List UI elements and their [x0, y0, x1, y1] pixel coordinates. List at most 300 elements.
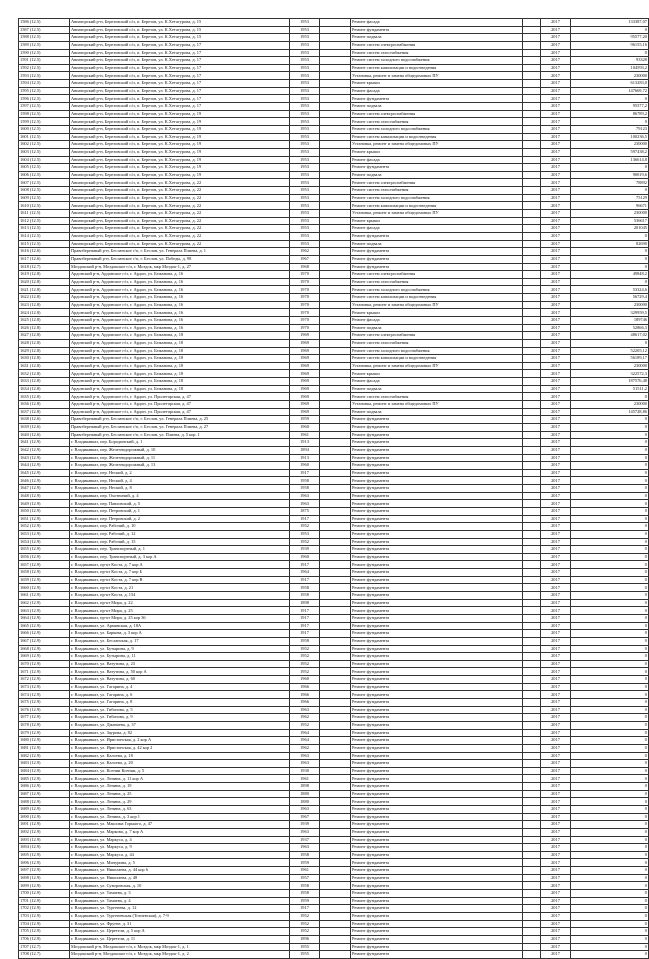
blank-cell — [320, 775, 351, 783]
plan-year-cell: 2017 — [541, 668, 571, 676]
blank-cell — [320, 530, 351, 538]
blank-cell — [523, 454, 541, 462]
address-cell: Авиаторский р-н, Березовский с/п, п. Березов, ул. К.Хетагурова, д. 19 — [70, 148, 290, 156]
address-cell: г. Владикавказ, ул. Заурова, д. 82 — [70, 729, 290, 737]
plan-year-cell: 2017 — [541, 148, 571, 156]
table-row — [19, 592, 649, 600]
row-number-cell: 1629 (12.8) — [19, 347, 70, 355]
blank-cell — [523, 935, 541, 943]
row-number-cell: 1656 (12.9) — [19, 553, 70, 561]
blank-cell — [320, 683, 351, 691]
blank-cell — [320, 783, 351, 791]
blank-cell — [523, 485, 541, 493]
year-built-cell: 1969 — [290, 339, 320, 347]
work-type-cell: Ремонт фундамента — [351, 614, 523, 622]
plan-year-cell: 2017 — [541, 370, 571, 378]
amount-cell: 0 — [571, 49, 649, 57]
row-number-cell: 1683 (12.9) — [19, 760, 70, 768]
blank-cell — [320, 393, 351, 401]
blank-cell — [523, 141, 541, 149]
plan-year-cell: 2017 — [541, 19, 571, 27]
blank-cell — [523, 859, 541, 867]
table-row — [19, 431, 649, 439]
plan-year-cell: 2017 — [541, 110, 571, 118]
row-number-cell: 1611 (12.5) — [19, 210, 70, 218]
amount-cell: 0 — [571, 339, 649, 347]
row-number-cell: 1672 (12.9) — [19, 676, 70, 684]
amount-cell: 75129 — [571, 194, 649, 202]
work-type-cell: Ремонт фундамента — [351, 752, 523, 760]
blank-cell — [523, 546, 541, 554]
year-built-cell: 1875 — [290, 508, 320, 516]
plan-year-cell: 2017 — [541, 890, 571, 898]
work-type-cell: Ремонт фундамента — [351, 920, 523, 928]
plan-year-cell: 2017 — [541, 255, 571, 263]
work-type-cell: Ремонт фундамента — [351, 660, 523, 668]
table-row — [19, 676, 649, 684]
blank-cell — [320, 614, 351, 622]
address-cell: г. Владикавказ, пр-кт Коста, д. 7 кор А — [70, 561, 290, 569]
amount-cell: 0 — [571, 584, 649, 592]
address-cell: Авиаторский р-н, Березовский с/п, п. Березов, ул. К.Хетагурова, д. 19 — [70, 118, 290, 126]
table-row — [19, 553, 649, 561]
year-built-cell: 1898 — [290, 783, 320, 791]
plan-year-cell: 2017 — [541, 836, 571, 844]
table-row — [19, 874, 649, 882]
blank-cell — [320, 57, 351, 65]
year-built-cell: 1962 — [290, 744, 320, 752]
plan-year-cell: 2017 — [541, 462, 571, 470]
table-row — [19, 416, 649, 424]
year-built-cell: 1917 — [290, 576, 320, 584]
plan-year-cell: 2017 — [541, 416, 571, 424]
row-number-cell: 1607 (12.5) — [19, 179, 70, 187]
year-built-cell: 1969 — [290, 347, 320, 355]
address-cell: Авиаторский р-н, Березовский с/п, п. Березов, ул. К.Хетагурова, д. 19 — [70, 133, 290, 141]
blank-cell — [320, 630, 351, 638]
blank-cell — [523, 202, 541, 210]
work-type-cell: Ремонт фундамента — [351, 775, 523, 783]
work-type-cell: Ремонт фундамента — [351, 836, 523, 844]
blank-cell — [320, 347, 351, 355]
work-type-cell: Ремонт подвала — [351, 385, 523, 393]
blank-cell — [320, 920, 351, 928]
year-built-cell: 1961 — [290, 431, 320, 439]
row-number-cell: 1640 (12.6) — [19, 431, 70, 439]
year-built-cell: 1953 — [290, 187, 320, 195]
blank-cell — [320, 64, 351, 72]
year-built-cell: 1952 — [290, 912, 320, 920]
year-built-cell: 1880 — [290, 798, 320, 806]
row-number-cell: 1665 (12.9) — [19, 622, 70, 630]
row-number-cell: 1613 (12.5) — [19, 225, 70, 233]
blank-cell — [320, 813, 351, 821]
address-cell: г. Владикавказ, ул. Тургеневская (Тотиевская), д. 7-9 — [70, 912, 290, 920]
plan-year-cell: 2017 — [541, 179, 571, 187]
plan-year-cell: 2017 — [541, 133, 571, 141]
blank-cell — [523, 232, 541, 240]
plan-year-cell: 2017 — [541, 164, 571, 172]
row-number-cell: 1594 (12.5) — [19, 80, 70, 88]
row-number-cell: 1707 (12.7) — [19, 943, 70, 951]
address-cell: Авиаторский р-н, Березовский с/п, п. Березов, ул. К.Хетагурова, д. 17 — [70, 41, 290, 49]
blank-cell — [320, 523, 351, 531]
address-cell: г. Владикавказ, пер. Рабочий, д. 15 — [70, 538, 290, 546]
amount-cell: 536617 — [571, 217, 649, 225]
blank-cell — [320, 584, 351, 592]
blank-cell — [320, 897, 351, 905]
row-number-cell: 1615 (12.5) — [19, 240, 70, 248]
amount-cell: 0 — [571, 485, 649, 493]
table-row — [19, 423, 649, 431]
amount-cell: 0 — [571, 255, 649, 263]
blank-cell — [523, 210, 541, 218]
address-cell: г. Владикавказ, ул. Николаева, д. 48 — [70, 874, 290, 882]
blank-cell — [523, 821, 541, 829]
work-type-cell: Ремонт фундамента — [351, 263, 523, 271]
year-built-cell: 1913 — [290, 439, 320, 447]
row-number-cell: 1668 (12.9) — [19, 645, 70, 653]
work-type-cell: Ремонт систем электроснабжения — [351, 41, 523, 49]
blank-cell — [320, 179, 351, 187]
year-built-cell: 1917 — [290, 905, 320, 913]
table-row — [19, 294, 649, 302]
work-type-cell: Ремонт фундамента — [351, 508, 523, 516]
table-row — [19, 828, 649, 836]
work-type-cell: Ремонт фундамента — [351, 630, 523, 638]
blank-cell — [523, 401, 541, 409]
amount-cell: 0 — [571, 637, 649, 645]
address-cell: Моздокский р-н, Моздокское г/п, г. Моздок, мкр Моздок-1, д. 1 — [70, 943, 290, 951]
amount-cell: 0 — [571, 592, 649, 600]
amount-cell: 0 — [571, 935, 649, 943]
work-type-cell: Ремонт систем электроснабжения — [351, 110, 523, 118]
address-cell: г. Владикавказ, пр-кт Мира, д. 25 кор 36 — [70, 614, 290, 622]
year-built-cell: 1963 — [290, 492, 320, 500]
plan-year-cell: 2017 — [541, 523, 571, 531]
row-number-cell: 1630 (12.8) — [19, 355, 70, 363]
amount-cell: 56729,4 — [571, 294, 649, 302]
row-number-cell: 1697 (12.9) — [19, 867, 70, 875]
blank-cell — [523, 248, 541, 256]
table-row — [19, 721, 649, 729]
table-row — [19, 133, 649, 141]
table-row — [19, 767, 649, 775]
address-cell: г. Владикавказ, ул. Баркова, д. 3 кор А — [70, 630, 290, 638]
plan-year-cell: 2017 — [541, 232, 571, 240]
blank-cell — [320, 316, 351, 324]
address-cell: г. Владикавказ, пр-кт Мира, д. 22 — [70, 599, 290, 607]
blank-cell — [523, 905, 541, 913]
row-number-cell: 1589 (12.5) — [19, 41, 70, 49]
work-type-cell: Ремонт систем газоснабжения — [351, 393, 523, 401]
amount-cell: 0 — [571, 943, 649, 951]
blank-cell — [523, 668, 541, 676]
plan-year-cell: 2017 — [541, 217, 571, 225]
table-row — [19, 890, 649, 898]
year-built-cell: 1955 — [290, 951, 320, 959]
plan-year-cell: 2017 — [541, 118, 571, 126]
work-type-cell: Ремонт систем холодного водоснабжения — [351, 286, 523, 294]
amount-cell: 0 — [571, 890, 649, 898]
table-row — [19, 26, 649, 34]
work-type-cell: Ремонт подвала — [351, 324, 523, 332]
plan-year-cell: 2017 — [541, 393, 571, 401]
year-built-cell: 1969 — [290, 401, 320, 409]
work-type-cell: Ремонт фундамента — [351, 584, 523, 592]
address-cell: Авиаторский р-н, Березовский с/п, п. Березов, ул. К.Хетагурова, д. 22 — [70, 232, 290, 240]
blank-cell — [523, 890, 541, 898]
address-cell: г. Владикавказ, пр-кт Коста, д. 21 — [70, 584, 290, 592]
year-built-cell: 1962 — [290, 714, 320, 722]
year-built-cell: 1953 — [290, 232, 320, 240]
table-row — [19, 194, 649, 202]
work-type-cell: Ремонт фундамента — [351, 851, 523, 859]
year-built-cell: 1953 — [290, 110, 320, 118]
table-row — [19, 607, 649, 615]
blank-cell — [320, 118, 351, 126]
work-type-cell: Ремонт фундамента — [351, 446, 523, 454]
table-row — [19, 653, 649, 661]
blank-cell — [320, 401, 351, 409]
row-number-cell: 1663 (12.9) — [19, 607, 70, 615]
plan-year-cell: 2017 — [541, 592, 571, 600]
amount-cell: 0 — [571, 706, 649, 714]
blank-cell — [523, 271, 541, 279]
work-type-cell: Ремонт фундамента — [351, 699, 523, 707]
table-row — [19, 362, 649, 370]
amount-cell: 56189,17 — [571, 355, 649, 363]
row-number-cell: 1608 (12.5) — [19, 187, 70, 195]
table-row — [19, 805, 649, 813]
blank-cell — [320, 660, 351, 668]
blank-cell — [523, 752, 541, 760]
blank-cell — [523, 561, 541, 569]
table-row — [19, 148, 649, 156]
address-cell: Авиаторский р-н, Березовский с/п, п. Березов, ул. К.Хетагурова, д. 19 — [70, 110, 290, 118]
address-cell: г. Владикавказ, ул. Тамаева, д. 4 — [70, 897, 290, 905]
blank-cell — [320, 836, 351, 844]
row-number-cell: 1639 (12.6) — [19, 423, 70, 431]
work-type-cell: Ремонт фундамента — [351, 813, 523, 821]
work-type-cell: Установка, ремонт и замена общедомовых ПУ — [351, 401, 523, 409]
blank-cell — [320, 202, 351, 210]
row-number-cell: 1699 (12.9) — [19, 882, 70, 890]
blank-cell — [320, 592, 351, 600]
work-type-cell: Ремонт систем холодного водоснабжения — [351, 347, 523, 355]
blank-cell — [523, 530, 541, 538]
blank-cell — [320, 26, 351, 34]
work-type-cell: Ремонт фундамента — [351, 546, 523, 554]
row-number-cell: 1703 (12.9) — [19, 912, 70, 920]
table-row — [19, 530, 649, 538]
table-row — [19, 500, 649, 508]
year-built-cell: 1953 — [290, 171, 320, 179]
plan-year-cell: 2017 — [541, 309, 571, 317]
plan-year-cell: 2017 — [541, 630, 571, 638]
blank-cell — [320, 844, 351, 852]
year-built-cell: 1880 — [290, 790, 320, 798]
blank-cell — [523, 225, 541, 233]
plan-year-cell: 2017 — [541, 286, 571, 294]
blank-cell — [523, 867, 541, 875]
blank-cell — [523, 87, 541, 95]
blank-cell — [320, 370, 351, 378]
plan-year-cell: 2017 — [541, 660, 571, 668]
plan-year-cell: 2017 — [541, 859, 571, 867]
amount-cell: 0 — [571, 867, 649, 875]
amount-cell: 93328 — [571, 57, 649, 65]
work-type-cell: Ремонт фундамента — [351, 676, 523, 684]
table-row — [19, 813, 649, 821]
year-built-cell: 1958 — [290, 477, 320, 485]
row-number-cell: 1647 (12.9) — [19, 485, 70, 493]
amount-cell: 0 — [571, 164, 649, 172]
work-type-cell: Ремонт фундамента — [351, 729, 523, 737]
blank-cell — [523, 538, 541, 546]
amount-cell: 0 — [571, 538, 649, 546]
address-cell: г. Владикавказ, пр-кт Мира, д. 25 — [70, 607, 290, 615]
work-type-cell: Установка, ремонт и замена общедомовых ПУ — [351, 210, 523, 218]
amount-cell: 0 — [571, 500, 649, 508]
table-row — [19, 393, 649, 401]
address-cell: Авиаторский р-н, Березовский с/п, п. Березов, ул. К.Хетагурова, д. 22 — [70, 217, 290, 225]
row-number-cell: 1632 (12.8) — [19, 370, 70, 378]
table-row — [19, 844, 649, 852]
address-cell: Ардонский р-н, Ардонское г/п, г. Ардон, ул. Пролетарская, д. 47 — [70, 401, 290, 409]
address-cell: Ардонский р-н, Ардонское г/п, г. Ардон, ул. Бежанова, д. 18 — [70, 355, 290, 363]
address-cell: г. Владикавказ, ул. Ксении Ксении, д. 5 — [70, 767, 290, 775]
work-type-cell: Ремонт подвала — [351, 240, 523, 248]
blank-cell — [320, 912, 351, 920]
blank-cell — [320, 637, 351, 645]
table-row — [19, 897, 649, 905]
row-number-cell: 1618 (12.7) — [19, 263, 70, 271]
plan-year-cell: 2017 — [541, 607, 571, 615]
blank-cell — [320, 95, 351, 103]
address-cell: Авиаторский р-н, Березовский с/п, п. Березов, ул. К.Хетагурова, д. 22 — [70, 225, 290, 233]
address-cell: Ардонский р-н, Ардонское г/п, г. Ардон, ул. Бежанова, д. 16 — [70, 301, 290, 309]
address-cell: Авиаторский р-н, Березовский с/п, п. Березов, ул. К.Хетагурова, д. 17 — [70, 103, 290, 111]
blank-cell — [523, 26, 541, 34]
year-built-cell: 1952 — [290, 645, 320, 653]
address-cell: г. Владикавказ, ул. Ватутина, д. 60 — [70, 676, 290, 684]
table-row — [19, 691, 649, 699]
year-built-cell: 1970 — [290, 309, 320, 317]
plan-year-cell: 2017 — [541, 760, 571, 768]
year-built-cell: 1953 — [290, 179, 320, 187]
table-row — [19, 637, 649, 645]
row-number-cell: 1634 (12.8) — [19, 385, 70, 393]
row-number-cell: 1649 (12.9) — [19, 500, 70, 508]
year-built-cell: 1969 — [290, 332, 320, 340]
work-type-cell: Ремонт фундамента — [351, 744, 523, 752]
blank-cell — [523, 729, 541, 737]
amount-cell: 104593,2 — [571, 64, 649, 72]
address-cell: г. Владикавказ, ул. Николаева, д. 44 кор 6 — [70, 867, 290, 875]
row-number-cell: 1637 (12.8) — [19, 408, 70, 416]
amount-cell: 145728,86 — [571, 408, 649, 416]
amount-cell: 0 — [571, 737, 649, 745]
address-cell: г. Владикавказ, пр-кт Коста, д. 7 кор Б — [70, 569, 290, 577]
work-type-cell: Ремонт систем канализации и водоотведения — [351, 294, 523, 302]
amount-cell: 201045 — [571, 225, 649, 233]
plan-year-cell: 2017 — [541, 324, 571, 332]
plan-year-cell: 2017 — [541, 714, 571, 722]
row-number-cell: 1609 (12.5) — [19, 194, 70, 202]
plan-year-cell: 2017 — [541, 721, 571, 729]
blank-cell — [320, 301, 351, 309]
amount-cell: 95577,20 — [571, 34, 649, 42]
address-cell: Авиаторский р-н, Березовский с/п, п. Березов, ул. К.Хетагурова, д. 19 — [70, 141, 290, 149]
address-cell: г. Владикавказ, ул. Тамаева, д. 3 — [70, 890, 290, 898]
plan-year-cell: 2017 — [541, 141, 571, 149]
amount-cell: 0 — [571, 477, 649, 485]
year-built-cell: 1958 — [290, 637, 320, 645]
blank-cell — [523, 492, 541, 500]
amount-cell: 0 — [571, 530, 649, 538]
blank-cell — [320, 744, 351, 752]
address-cell: г. Владикавказ, ул. Ленина, д. 3 кор 1 — [70, 813, 290, 821]
plan-year-cell: 2017 — [541, 767, 571, 775]
year-built-cell: 1970 — [290, 278, 320, 286]
year-built-cell: 1953 — [290, 194, 320, 202]
work-type-cell: Ремонт фундамента — [351, 569, 523, 577]
year-built-cell: 1917 — [290, 630, 320, 638]
row-number-cell: 1587 (12.5) — [19, 26, 70, 34]
year-built-cell: 1952 — [290, 721, 320, 729]
year-built-cell: 1958 — [290, 584, 320, 592]
address-cell: г. Владикавказ, пер. Железнодорожный, д. 13 — [70, 462, 290, 470]
blank-cell — [523, 416, 541, 424]
table-row — [19, 164, 649, 172]
blank-cell — [320, 943, 351, 951]
blank-cell — [523, 508, 541, 516]
plan-year-cell: 2017 — [541, 125, 571, 133]
blank-cell — [523, 179, 541, 187]
table-row — [19, 599, 649, 607]
row-number-cell: 1706 (12.9) — [19, 935, 70, 943]
amount-cell: 0 — [571, 553, 649, 561]
amount-cell: 0 — [571, 882, 649, 890]
table-row — [19, 882, 649, 890]
work-type-cell: Ремонт фундамента — [351, 645, 523, 653]
amount-cell: 0 — [571, 844, 649, 852]
row-number-cell: 1695 (12.9) — [19, 851, 70, 859]
work-type-cell: Ремонт фундамента — [351, 905, 523, 913]
year-built-cell: 1967 — [290, 255, 320, 263]
amount-cell: 0 — [571, 492, 649, 500]
blank-cell — [320, 851, 351, 859]
blank-cell — [320, 232, 351, 240]
address-cell: г. Владикавказ, ул. Маркуса, д. 4 — [70, 836, 290, 844]
blank-cell — [523, 775, 541, 783]
table-row — [19, 905, 649, 913]
address-cell: Правобережный р-н, Бесланское г/п, г. Беслан, ул. Плиева, д. 5 кор. 1 — [70, 431, 290, 439]
blank-cell — [320, 439, 351, 447]
work-type-cell: Ремонт фундамента — [351, 783, 523, 791]
amount-cell: 0 — [571, 714, 649, 722]
year-built-cell: 1953 — [290, 141, 320, 149]
table-row — [19, 171, 649, 179]
table-row — [19, 492, 649, 500]
table-row — [19, 928, 649, 936]
amount-cell: 0 — [571, 683, 649, 691]
work-type-cell: Ремонт фундамента — [351, 683, 523, 691]
work-type-cell: Ремонт фундамента — [351, 454, 523, 462]
blank-cell — [320, 928, 351, 936]
row-number-cell: 1654 (12.9) — [19, 538, 70, 546]
